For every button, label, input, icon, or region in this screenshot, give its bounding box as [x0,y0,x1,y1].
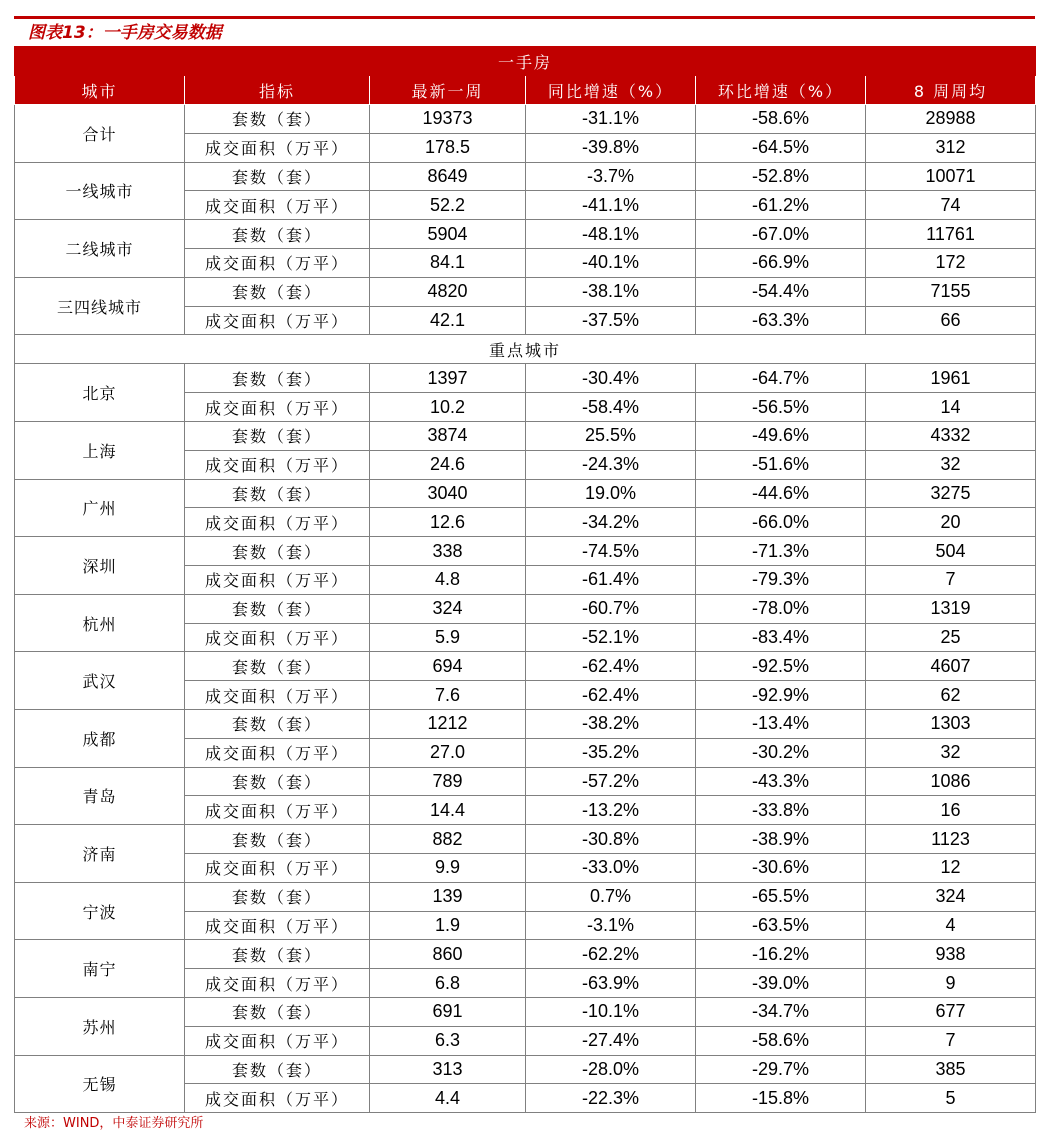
city-cell: 北京 [15,364,185,422]
latest-week-cell: 860 [370,940,526,969]
wow-cell: -33.8% [696,796,866,825]
table-row [15,997,1036,1026]
column-header: 最新一周 [370,76,526,105]
latest-week-cell: 8649 [370,162,526,191]
yoy-cell: -39.8% [526,133,696,162]
latest-week-cell: 10.2 [370,393,526,422]
latest-week-cell: 1397 [370,364,526,393]
wow-cell: -13.4% [696,709,866,738]
latest-week-cell: 1.9 [370,911,526,940]
section-label: 重点城市 [15,335,1036,364]
latest-week-cell: 52.2 [370,191,526,220]
city-cell: 杭州 [15,594,185,652]
metric-cell: 套数（套） [185,1055,370,1084]
yoy-cell: -30.8% [526,825,696,854]
latest-week-cell: 5.9 [370,623,526,652]
wow-cell: -44.6% [696,479,866,508]
city-cell: 青岛 [15,767,185,825]
metric-cell: 套数（套） [185,825,370,854]
avg-8wk-cell: 677 [866,997,1036,1026]
wow-cell: -15.8% [696,1084,866,1113]
latest-week-cell: 789 [370,767,526,796]
yoy-cell: -52.1% [526,623,696,652]
latest-week-cell: 5904 [370,220,526,249]
avg-8wk-cell: 32 [866,450,1036,479]
wow-cell: -78.0% [696,594,866,623]
metric-cell: 成交面积（万平） [185,191,370,220]
avg-8wk-cell: 7 [866,565,1036,594]
avg-8wk-cell: 5 [866,1084,1036,1113]
column-header: 8 周周均 [866,76,1036,105]
latest-week-cell: 3874 [370,421,526,450]
avg-8wk-cell: 312 [866,133,1036,162]
column-header: 环比增速（%） [696,76,866,105]
wow-cell: -67.0% [696,220,866,249]
source-note: 来源：WIND，中泰证券研究所 [24,1116,204,1131]
avg-8wk-cell: 14 [866,393,1036,422]
column-header: 指标 [185,76,370,105]
avg-8wk-cell: 32 [866,738,1036,767]
latest-week-cell: 4820 [370,277,526,306]
wow-cell: -61.2% [696,191,866,220]
metric-cell: 成交面积（万平） [185,393,370,422]
yoy-cell: -62.4% [526,681,696,710]
metric-cell: 成交面积（万平） [185,565,370,594]
avg-8wk-cell: 4 [866,911,1036,940]
avg-8wk-cell: 11761 [866,220,1036,249]
avg-8wk-cell: 10071 [866,162,1036,191]
avg-8wk-cell: 7 [866,1026,1036,1055]
column-header: 同比增速（%） [526,76,696,105]
latest-week-cell: 7.6 [370,681,526,710]
latest-week-cell: 6.8 [370,969,526,998]
avg-8wk-cell: 28988 [866,105,1036,134]
metric-cell: 套数（套） [185,105,370,134]
yoy-cell: -35.2% [526,738,696,767]
wow-cell: -71.3% [696,537,866,566]
table-banner: 一手房 [15,47,1036,76]
latest-week-cell: 324 [370,594,526,623]
yoy-cell: -38.1% [526,277,696,306]
metric-cell: 套数（套） [185,537,370,566]
table-row [15,479,1036,508]
avg-8wk-cell: 504 [866,537,1036,566]
latest-week-cell: 3040 [370,479,526,508]
latest-week-cell: 27.0 [370,738,526,767]
avg-8wk-cell: 938 [866,940,1036,969]
yoy-cell: -27.4% [526,1026,696,1055]
avg-8wk-cell: 4607 [866,652,1036,681]
housing-transactions-table [14,46,1036,1113]
metric-cell: 套数（套） [185,997,370,1026]
yoy-cell: -58.4% [526,393,696,422]
yoy-cell: -60.7% [526,594,696,623]
yoy-cell: -38.2% [526,709,696,738]
latest-week-cell: 14.4 [370,796,526,825]
metric-cell: 成交面积（万平） [185,1084,370,1113]
avg-8wk-cell: 385 [866,1055,1036,1084]
latest-week-cell: 42.1 [370,306,526,335]
latest-week-cell: 313 [370,1055,526,1084]
avg-8wk-cell: 66 [866,306,1036,335]
yoy-cell: 19.0% [526,479,696,508]
yoy-cell: 25.5% [526,421,696,450]
metric-cell: 套数（套） [185,882,370,911]
city-cell: 宁波 [15,882,185,940]
table-body [15,105,1036,1113]
yoy-cell: -62.2% [526,940,696,969]
city-cell: 深圳 [15,537,185,595]
yoy-cell: -48.1% [526,220,696,249]
yoy-cell: -41.1% [526,191,696,220]
yoy-cell: -3.7% [526,162,696,191]
latest-week-cell: 139 [370,882,526,911]
yoy-cell: -10.1% [526,997,696,1026]
avg-8wk-cell: 9 [866,969,1036,998]
city-cell: 上海 [15,421,185,479]
metric-cell: 套数（套） [185,277,370,306]
wow-cell: -66.9% [696,248,866,277]
latest-week-cell: 84.1 [370,248,526,277]
metric-cell: 成交面积（万平） [185,911,370,940]
column-header-row [15,76,1036,105]
figure-title: 图表13：一手房交易数据 [28,23,222,43]
table-row [15,537,1036,566]
yoy-cell: 0.7% [526,882,696,911]
avg-8wk-cell: 3275 [866,479,1036,508]
yoy-cell: -74.5% [526,537,696,566]
metric-cell: 套数（套） [185,767,370,796]
wow-cell: -52.8% [696,162,866,191]
metric-cell: 成交面积（万平） [185,796,370,825]
wow-cell: -38.9% [696,825,866,854]
metric-cell: 套数（套） [185,594,370,623]
metric-cell: 套数（套） [185,162,370,191]
latest-week-cell: 4.8 [370,565,526,594]
yoy-cell: -24.3% [526,450,696,479]
city-cell: 二线城市 [15,220,185,278]
avg-8wk-cell: 1319 [866,594,1036,623]
metric-cell: 成交面积（万平） [185,306,370,335]
yoy-cell: -63.9% [526,969,696,998]
wow-cell: -58.6% [696,105,866,134]
metric-cell: 套数（套） [185,421,370,450]
latest-week-cell: 1212 [370,709,526,738]
wow-cell: -54.4% [696,277,866,306]
wow-cell: -30.2% [696,738,866,767]
avg-8wk-cell: 1123 [866,825,1036,854]
latest-week-cell: 882 [370,825,526,854]
wow-cell: -63.5% [696,911,866,940]
wow-cell: -83.4% [696,623,866,652]
table-row [15,767,1036,796]
yoy-cell: -30.4% [526,364,696,393]
yoy-cell: -22.3% [526,1084,696,1113]
metric-cell: 套数（套） [185,364,370,393]
table-row [15,162,1036,191]
yoy-cell: -3.1% [526,911,696,940]
city-cell: 无锡 [15,1055,185,1113]
yoy-cell: -33.0% [526,853,696,882]
city-cell: 南宁 [15,940,185,998]
latest-week-cell: 691 [370,997,526,1026]
avg-8wk-cell: 12 [866,853,1036,882]
latest-week-cell: 9.9 [370,853,526,882]
yoy-cell: -62.4% [526,652,696,681]
yoy-cell: -31.1% [526,105,696,134]
wow-cell: -34.7% [696,997,866,1026]
wow-cell: -66.0% [696,508,866,537]
avg-8wk-cell: 1961 [866,364,1036,393]
metric-cell: 成交面积（万平） [185,969,370,998]
table-row [15,220,1036,249]
avg-8wk-cell: 16 [866,796,1036,825]
yoy-cell: -57.2% [526,767,696,796]
latest-week-cell: 24.6 [370,450,526,479]
avg-8wk-cell: 7155 [866,277,1036,306]
yoy-cell: -28.0% [526,1055,696,1084]
yoy-cell: -13.2% [526,796,696,825]
wow-cell: -58.6% [696,1026,866,1055]
avg-8wk-cell: 1303 [866,709,1036,738]
city-cell: 苏州 [15,997,185,1055]
table-row [15,882,1036,911]
table-row [15,421,1036,450]
wow-cell: -56.5% [696,393,866,422]
wow-cell: -29.7% [696,1055,866,1084]
metric-cell: 套数（套） [185,652,370,681]
yoy-cell: -61.4% [526,565,696,594]
wow-cell: -79.3% [696,565,866,594]
latest-week-cell: 12.6 [370,508,526,537]
wow-cell: -92.9% [696,681,866,710]
city-cell: 广州 [15,479,185,537]
yoy-cell: -34.2% [526,508,696,537]
avg-8wk-cell: 1086 [866,767,1036,796]
table-row [15,364,1036,393]
latest-week-cell: 19373 [370,105,526,134]
yoy-cell: -40.1% [526,248,696,277]
avg-8wk-cell: 62 [866,681,1036,710]
wow-cell: -63.3% [696,306,866,335]
city-cell: 合计 [15,105,185,163]
avg-8wk-cell: 324 [866,882,1036,911]
yoy-cell: -37.5% [526,306,696,335]
avg-8wk-cell: 4332 [866,421,1036,450]
metric-cell: 成交面积（万平） [185,681,370,710]
latest-week-cell: 4.4 [370,1084,526,1113]
metric-cell: 成交面积（万平） [185,450,370,479]
metric-cell: 成交面积（万平） [185,508,370,537]
metric-cell: 套数（套） [185,709,370,738]
city-cell: 一线城市 [15,162,185,220]
wow-cell: -16.2% [696,940,866,969]
metric-cell: 成交面积（万平） [185,248,370,277]
latest-week-cell: 6.3 [370,1026,526,1055]
table-row [15,594,1036,623]
table-row [15,105,1036,134]
metric-cell: 成交面积（万平） [185,738,370,767]
wow-cell: -49.6% [696,421,866,450]
wow-cell: -43.3% [696,767,866,796]
city-cell: 武汉 [15,652,185,710]
column-header: 城市 [15,76,185,105]
table-row [15,709,1036,738]
table-row [15,652,1036,681]
table-row [15,277,1036,306]
metric-cell: 成交面积（万平） [185,853,370,882]
metric-cell: 成交面积（万平） [185,623,370,652]
table-row [15,940,1036,969]
top-rule [14,16,1035,19]
metric-cell: 成交面积（万平） [185,1026,370,1055]
metric-cell: 成交面积（万平） [185,133,370,162]
city-cell: 成都 [15,709,185,767]
wow-cell: -64.5% [696,133,866,162]
wow-cell: -30.6% [696,853,866,882]
wow-cell: -92.5% [696,652,866,681]
table-row [15,1055,1036,1084]
table-row [15,825,1036,854]
city-cell: 三四线城市 [15,277,185,335]
latest-week-cell: 178.5 [370,133,526,162]
wow-cell: -39.0% [696,969,866,998]
city-cell: 济南 [15,825,185,883]
metric-cell: 套数（套） [185,220,370,249]
latest-week-cell: 338 [370,537,526,566]
avg-8wk-cell: 25 [866,623,1036,652]
wow-cell: -51.6% [696,450,866,479]
section-row [15,335,1036,364]
avg-8wk-cell: 20 [866,508,1036,537]
wow-cell: -64.7% [696,364,866,393]
latest-week-cell: 694 [370,652,526,681]
avg-8wk-cell: 172 [866,248,1036,277]
wow-cell: -65.5% [696,882,866,911]
metric-cell: 套数（套） [185,479,370,508]
avg-8wk-cell: 74 [866,191,1036,220]
metric-cell: 套数（套） [185,940,370,969]
